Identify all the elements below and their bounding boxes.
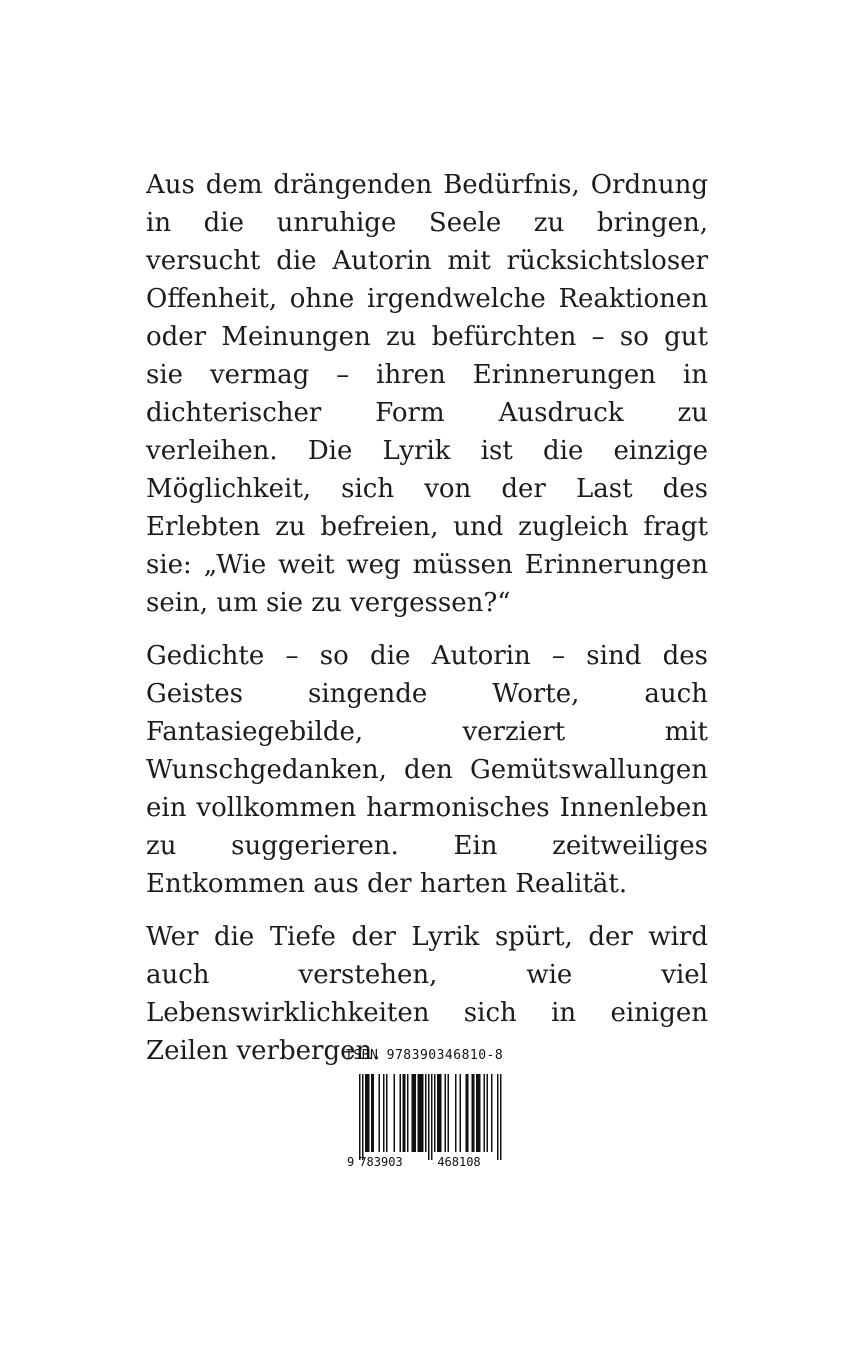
isbn-label: ISBN 978390346810-8 [345,1048,504,1063]
barcode-bar [487,1074,489,1152]
barcode-bar [484,1074,486,1152]
barcode-bar [379,1074,381,1152]
barcode-bar [476,1074,478,1152]
barcode-bar [440,1074,442,1152]
barcode-bar [419,1074,421,1152]
barcode-bar [422,1074,424,1152]
barcode-bar [415,1074,417,1152]
barcode-bar [368,1074,370,1152]
barcode-bar [407,1074,409,1152]
barcode-bar [428,1074,430,1160]
barcode-bar [403,1074,405,1152]
barcode-bar [362,1074,364,1160]
barcode-bar [445,1074,447,1152]
barcode-bar [439,1074,441,1152]
barcode-bar [425,1074,427,1152]
barcode-bar [491,1074,493,1152]
barcode-bar [371,1074,373,1152]
barcode-bar [437,1074,439,1152]
barcode-bar [460,1074,462,1152]
barcode-bar [479,1074,481,1152]
barcode-bar [466,1074,468,1152]
barcode-bar [431,1074,433,1160]
barcode-bar [473,1074,475,1152]
barcode-bar [383,1074,385,1152]
barcode-bar [373,1074,375,1152]
barcode-digit-first: 9 [347,1155,355,1169]
barcode-bar [394,1074,396,1152]
barcode-bar [418,1074,420,1152]
barcode-bar [400,1074,402,1152]
isbn-barcode [341,1046,511,1172]
barcode-bar [455,1074,457,1152]
barcode-bar [412,1074,414,1152]
barcode-bar [497,1074,499,1160]
barcode-bar [421,1074,423,1152]
barcode-bar [367,1074,369,1152]
barcode-bar [472,1074,474,1152]
barcode-bar [404,1074,406,1152]
barcode-bar [413,1074,415,1152]
barcode-digits-right: 468108 [437,1155,481,1169]
blurb-paragraph-2: Gedichte – so die Autorin – sind des Geistes singende Worte, auch Fantasiegebilde, verziert mit Wunschgedanken, den Gemütswallungen ein vollkommen harmonisches Innenleben zu suggerieren. Ein zeitweiliges Entkommen aus der harten Realität. [146,641,708,899]
barcode-bar [478,1074,480,1152]
barcode-bar [359,1074,361,1160]
blurb-paragraph-1: Aus dem drängenden Bedürfnis, Ordnung in die unruhige Seele zu bringen, versucht die Autorin mit rücksichtsloser Offenheit, ohne irgendwelche Reaktionen oder Meinungen zu befürchten – so gut sie vermag – ihren Erinnerungen in dichterischer Form Ausdruck zu verleihen. Die Lyrik ist die einzige Möglichkeit, sich von der Last des Erlebten zu befreien, und zugleich fragt sie: „Wie weit weg müssen Erinnerungen sein, um sie zu vergessen?“ [146,170,708,618]
barcode-bar [434,1074,436,1152]
barcode-graphic [341,1072,511,1172]
barcode-digits-left: 783903 [359,1155,403,1169]
barcode-bar [365,1074,367,1152]
barcode-bar [500,1074,502,1160]
blurb-text [146,166,708,1085]
barcode-bar [386,1074,388,1152]
barcode-bar [467,1074,469,1152]
barcode-bar [448,1074,450,1152]
blurb-paragraph-3: Wer die Tiefe der Lyrik spürt, der wird auch verstehen, wie viel Lebenswirklichkeiten sich in einigen Zeilen verbergen. [146,922,708,1066]
